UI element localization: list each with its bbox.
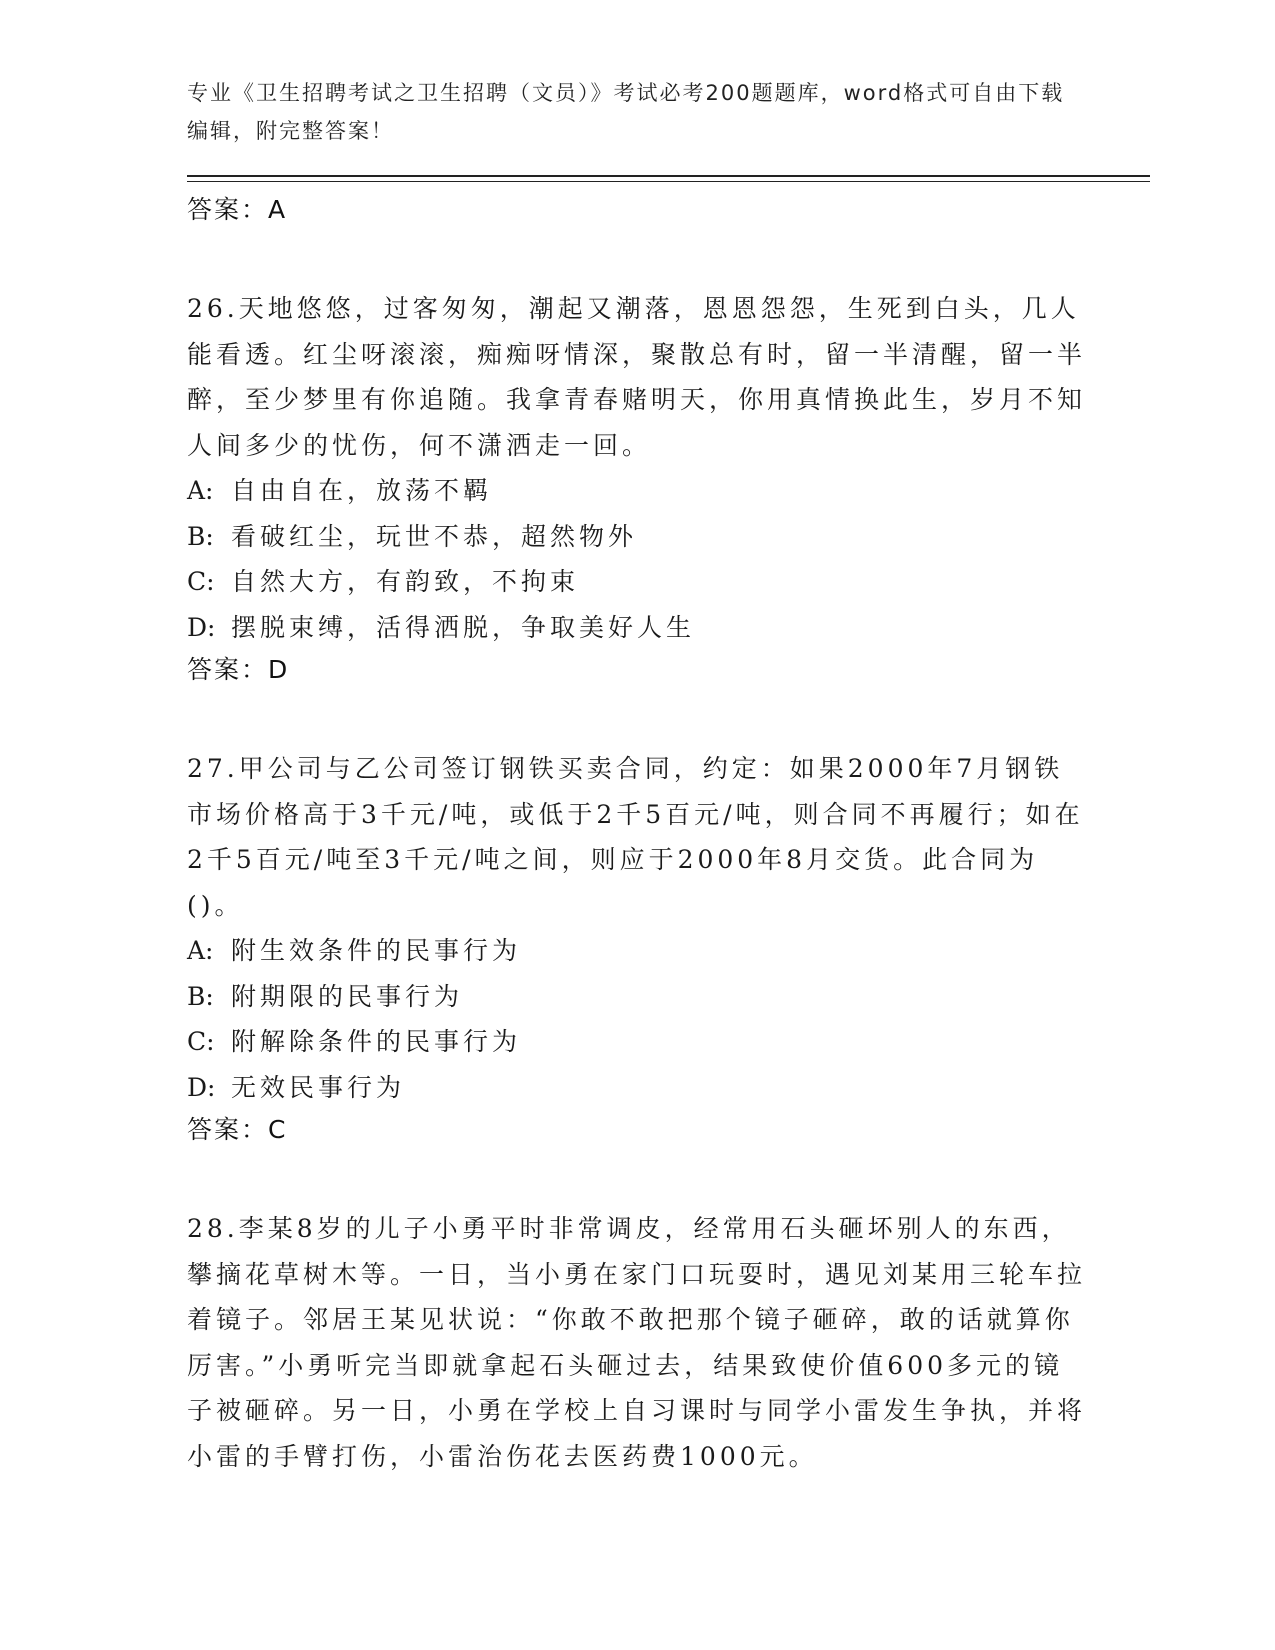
- option-d: [187, 605, 1087, 651]
- option-c: [187, 1019, 1087, 1065]
- option-key: C:: [187, 1027, 215, 1056]
- option-key: A:: [187, 936, 214, 965]
- option-key: B:: [187, 521, 214, 551]
- question-28: [187, 1206, 1087, 1479]
- option-text: 摆脱束缚，活得洒脱，争取美好人生: [231, 612, 696, 642]
- option-key: D:: [187, 1072, 216, 1102]
- option-key: D:: [187, 612, 216, 642]
- option-a: [187, 928, 1087, 974]
- header-rule-thin: [187, 181, 1150, 182]
- option-text: 附生效条件的民事行为: [231, 936, 522, 965]
- option-d: [187, 1065, 1087, 1111]
- question-26: [187, 286, 1087, 696]
- answer: 答案：D: [187, 655, 290, 684]
- answer: 答案：C: [187, 1115, 288, 1144]
- option-text: 看破红尘，玩世不恭，超然物外: [231, 521, 638, 551]
- question-stem: 27.甲公司与乙公司签订钢铁买卖合同，约定：如果2000年7月钢铁市场价格高于3千元/吨，或低于2千5百元/吨，则合同不再履行；如在2千5百元/吨至3千元/吨之间，则应于2000年8月交货。此合同为()。: [187, 754, 1084, 920]
- option-c: [187, 559, 1087, 605]
- question-27: [187, 746, 1087, 1156]
- option-key: C:: [187, 567, 215, 596]
- option-text: 附期限的民事行为: [231, 981, 464, 1011]
- previous-answer: 答案：A: [187, 195, 288, 224]
- header-rule-thick: [187, 175, 1150, 177]
- option-b: [187, 514, 1087, 560]
- option-text: 无效民事行为: [231, 1072, 406, 1102]
- document-header: 专业《卫生招聘考试之卫生招聘（文员）》考试必考200题题库，word格式可自由下载编辑，附完整答案！: [187, 81, 1065, 143]
- option-key: B:: [187, 981, 214, 1011]
- option-b: [187, 974, 1087, 1020]
- option-text: 自然大方，有韵致，不拘束: [231, 567, 580, 596]
- option-key: A:: [187, 476, 214, 505]
- question-stem: 26.天地悠悠，过客匆匆，潮起又潮落，恩恩怨怨，生死到白头，几人能看透。红尘呀滚滚，痴痴呀情深，聚散总有时，留一半清醒，留一半醉，至少梦里有你追随。我拿青春赌明天，你用真情换此生，岁月不知人间多少的忧伤，何不潇洒走一回。: [187, 294, 1087, 460]
- question-stem: 28.李某8岁的儿子小勇平时非常调皮，经常用石头砸坏别人的东西，攀摘花草树木等。一日，当小勇在家门口玩耍时，遇见刘某用三轮车拉着镜子。邻居王某见状说：“你敢不敢把那个镜子砸碎，敢的话就算你厉害。”小勇听完当即就拿起石头砸过去，结果致使价值600多元的镜子被砸碎。另一日，小勇在学校上自习课时与同学小雷发生争执，并将小雷的手臂打伤，小雷治伤花去医药费1000元。: [187, 1214, 1087, 1471]
- option-text: 自由自在，放荡不羁: [231, 476, 493, 505]
- option-a: [187, 468, 1087, 514]
- option-text: 附解除条件的民事行为: [231, 1027, 522, 1056]
- document-body: [187, 190, 1087, 1479]
